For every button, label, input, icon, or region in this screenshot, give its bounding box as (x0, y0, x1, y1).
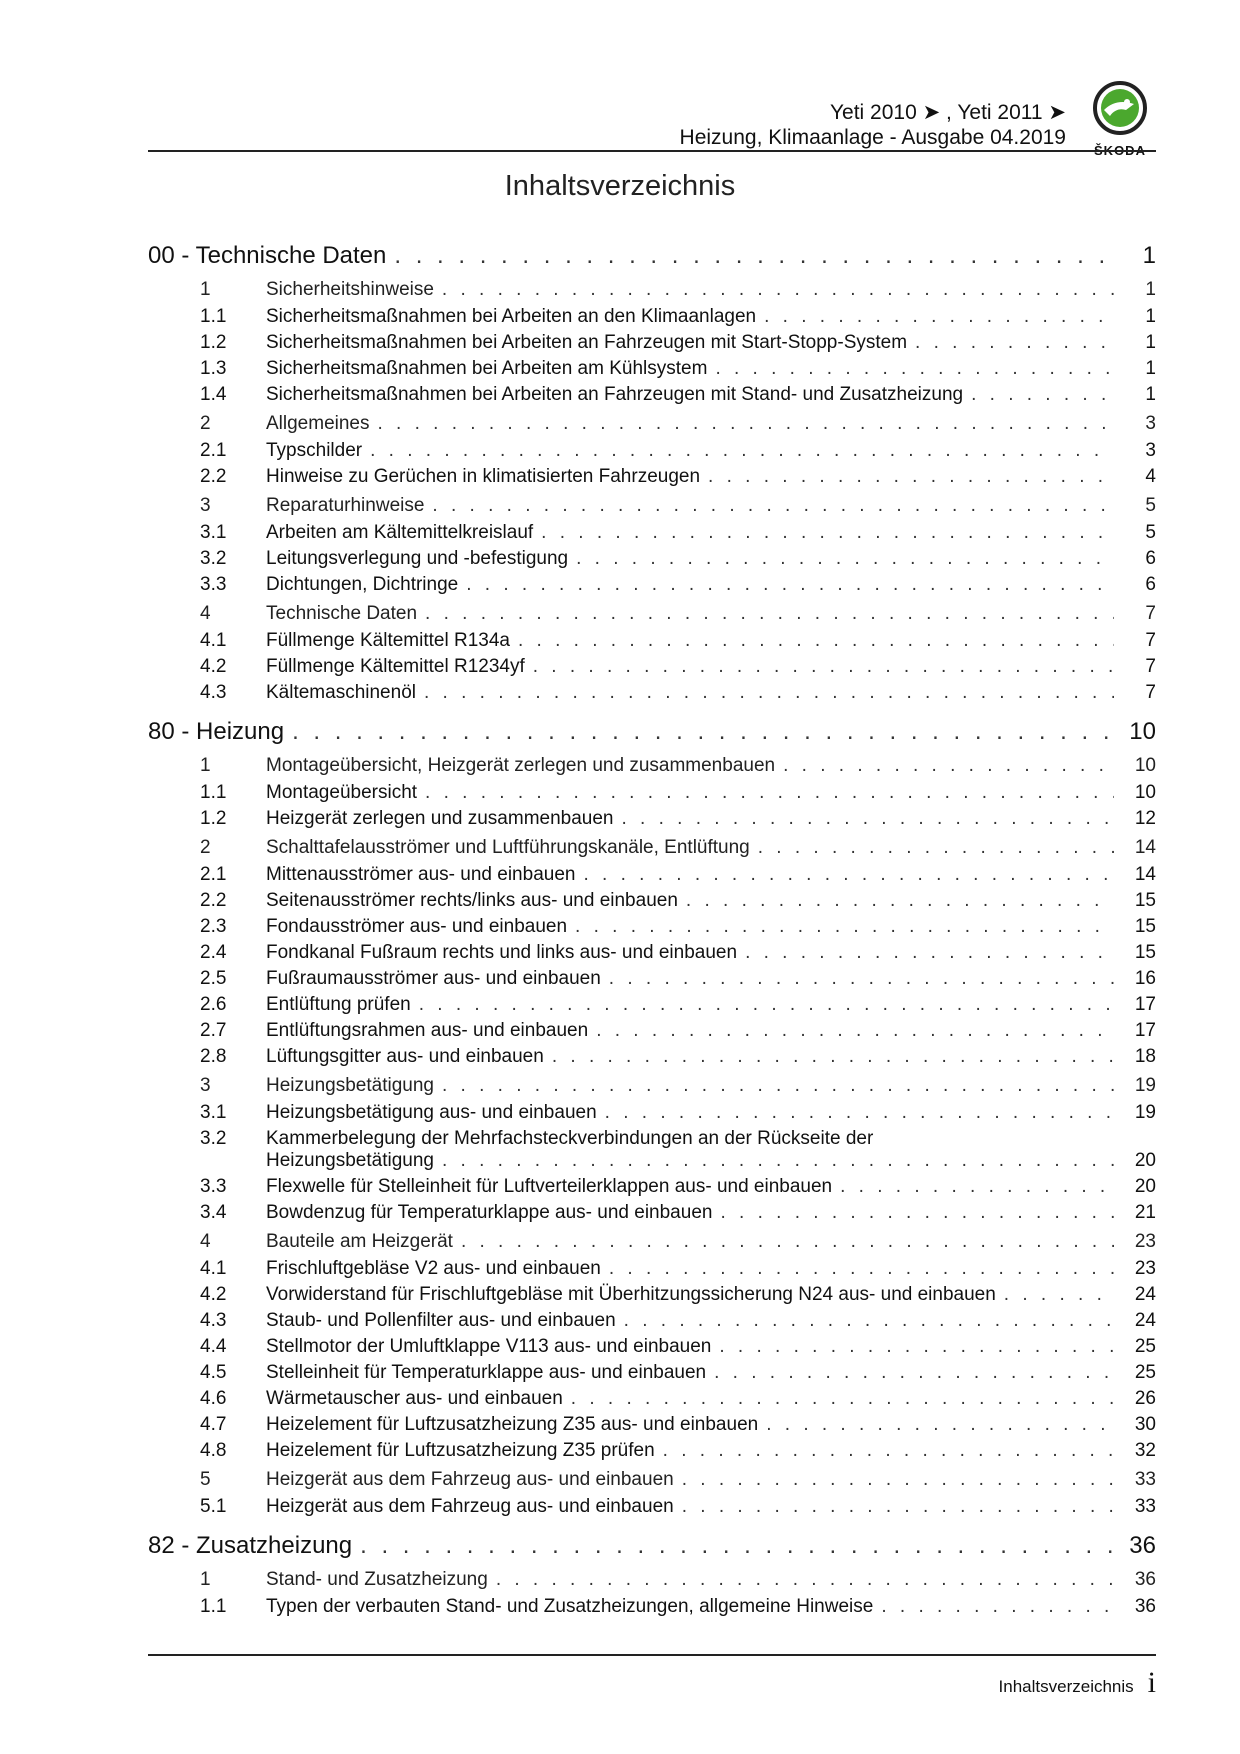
toc-entry-title: Heizgerät aus dem Fahrzeug aus- und einbauen (266, 1496, 674, 1517)
dot-leader (745, 942, 1114, 964)
toc-entry[interactable] (148, 782, 1156, 808)
toc-page-number: 14 (1134, 864, 1156, 885)
toc-number: 2.4 (200, 942, 227, 963)
toc-entry[interactable] (148, 1496, 1156, 1522)
toc-entry-title: Sicherheitsmaßnahmen bei Arbeiten an den Klimaanlagen (266, 306, 757, 327)
dot-leader (432, 495, 1114, 517)
toc-page-number: 20 (1134, 1150, 1156, 1171)
toc-number: 4 (200, 603, 211, 624)
toc-entry-title: Wärmetauscher aus- und einbauen (266, 1388, 563, 1409)
toc-number: 4.6 (200, 1388, 227, 1409)
toc-number: 2.3 (200, 916, 227, 937)
toc-page-number: 1 (1145, 332, 1156, 353)
toc-entry-title: Kammerbelegung der Mehrfachsteckverbindungen an der Rückseite der (266, 1128, 874, 1149)
toc-number: 3.4 (200, 1202, 227, 1223)
dot-leader (518, 630, 1114, 652)
toc-page-number: 3 (1145, 413, 1156, 434)
toc-entry[interactable] (148, 890, 1156, 916)
dot-leader (881, 1596, 1114, 1618)
toc-entry[interactable] (148, 1310, 1156, 1336)
dot-leader (370, 440, 1114, 462)
toc-entry-title: Sicherheitsmaßnahmen bei Arbeiten an Fahrzeugen mit Start-Stopp-System (266, 332, 908, 353)
toc-page-number: 5 (1145, 522, 1156, 543)
toc-entry-title: Mittenausströmer aus- und einbauen (266, 864, 576, 885)
toc-page-number: 24 (1134, 1284, 1156, 1305)
dot-leader (609, 968, 1114, 990)
toc-entry[interactable] (148, 1128, 1156, 1150)
header-edition-line: Heizung, Klimaanlage - Ausgabe 04.2019 (679, 126, 1066, 149)
toc-entry-title: Füllmenge Kältemittel R1234yf (266, 656, 525, 677)
dot-leader (682, 1496, 1114, 1518)
toc-entry[interactable] (148, 384, 1156, 410)
toc-number: 2.7 (200, 1020, 227, 1041)
toc-entry[interactable] (148, 942, 1156, 968)
toc-entry-title: Stellmotor der Umluftklappe V113 aus- und einbauen (266, 1336, 712, 1357)
toc-page-number: 10 (1134, 755, 1156, 776)
toc-entry-title: Fondausströmer aus- und einbauen (266, 916, 568, 937)
toc-section-title: Heizgerät aus dem Fahrzeug aus- und einbauen (266, 1469, 674, 1490)
toc-entry-title: Montageübersicht (266, 782, 418, 803)
toc-entry-title: Seitenausströmer rechts/links aus- und einbauen (266, 890, 678, 911)
dot-leader (378, 413, 1115, 435)
toc-entry-title: Hinweise zu Gerüchen in klimatisierten Fahrzeugen (266, 466, 701, 487)
toc-number: 3.3 (200, 574, 227, 595)
toc-chapter[interactable] (148, 1532, 1156, 1566)
toc-entry[interactable] (148, 306, 1156, 332)
toc-entry-title: Leitungsverlegung und -befestigung (266, 548, 569, 569)
toc-entry[interactable] (148, 916, 1156, 942)
toc-page-number: 10 (1129, 718, 1156, 745)
dot-leader (442, 1150, 1114, 1172)
dot-leader (575, 916, 1114, 938)
toc-section-title: Reparaturhinweise (266, 495, 425, 516)
toc-chapter[interactable] (148, 242, 1156, 276)
toc-number: 1 (200, 1569, 211, 1590)
dot-leader (442, 279, 1114, 301)
toc-entry[interactable] (148, 1202, 1156, 1228)
toc-page-number: 33 (1134, 1496, 1156, 1517)
toc-number: 4 (200, 1231, 211, 1252)
dot-leader (783, 755, 1114, 777)
toc-number: 4.8 (200, 1440, 227, 1461)
dot-leader (708, 466, 1114, 488)
toc-page-number: 23 (1134, 1231, 1156, 1252)
dot-leader (971, 384, 1114, 406)
toc-entry-title: Bowdenzug für Temperaturklappe aus- und einbauen (266, 1202, 713, 1223)
dot-leader (571, 1388, 1114, 1410)
toc-entry-title: Heizelement für Luftzusatzheizung Z35 prüfen (266, 1440, 655, 1461)
toc-section-title: Bauteile am Heizgerät (266, 1231, 453, 1252)
toc-entry[interactable] (148, 682, 1156, 708)
toc-entry[interactable] (148, 1440, 1156, 1466)
toc-section-title: Montageübersicht, Heizgerät zerlegen und zusammenbauen (266, 755, 776, 776)
toc-page-number: 3 (1145, 440, 1156, 461)
toc-entry[interactable] (148, 864, 1156, 890)
toc-number: 3.2 (200, 548, 227, 569)
toc-number: 4.3 (200, 1310, 227, 1331)
toc-page-number: 26 (1134, 1388, 1156, 1409)
toc-number: 2.5 (200, 968, 227, 989)
header-divider (148, 150, 1156, 152)
toc-entry[interactable] (148, 574, 1156, 600)
toc-page-number: 15 (1134, 916, 1156, 937)
toc-number: 5 (200, 1469, 211, 1490)
toc-page-number: 1 (1145, 306, 1156, 327)
dot-leader (466, 574, 1114, 596)
dot-leader (496, 1569, 1114, 1591)
toc-page-number: 6 (1145, 574, 1156, 595)
toc-section[interactable] (148, 1469, 1156, 1496)
toc-entry-title-continued: Heizungsbetätigung (266, 1150, 434, 1171)
toc-number: 1 (200, 279, 211, 300)
toc-number: 2.1 (200, 440, 227, 461)
dot-leader (533, 656, 1114, 678)
toc-page-number: 18 (1134, 1046, 1156, 1067)
toc-page-number: 32 (1134, 1440, 1156, 1461)
toc-entry-title: Kältemaschinenöl (266, 682, 416, 703)
toc-number: 1.2 (200, 808, 227, 829)
toc-section[interactable] (148, 495, 1156, 522)
toc-entry[interactable] (148, 1258, 1156, 1284)
dot-leader (915, 332, 1114, 354)
dot-leader (442, 1075, 1114, 1097)
toc-page-number: 1 (1142, 242, 1156, 269)
toc-page-number: 5 (1145, 495, 1156, 516)
dot-leader (663, 1440, 1114, 1462)
table-of-contents (148, 242, 1156, 1622)
toc-page-number: 25 (1134, 1362, 1156, 1383)
toc-number: 2 (200, 413, 211, 434)
dot-leader (622, 808, 1115, 830)
dot-leader (682, 1469, 1114, 1491)
toc-entry[interactable] (148, 1102, 1156, 1128)
toc-entry[interactable] (148, 994, 1156, 1020)
brand-name: ŠKODA (1094, 143, 1146, 158)
toc-page-number: 19 (1134, 1102, 1156, 1123)
toc-number: 3 (200, 1075, 211, 1096)
toc-entry-title: Entlüftung prüfen (266, 994, 411, 1015)
toc-number: 2.2 (200, 890, 227, 911)
toc-section-title: Technische Daten (266, 603, 418, 624)
toc-entry[interactable] (148, 1414, 1156, 1440)
toc-number: 1 (200, 755, 211, 776)
toc-page-number: 15 (1134, 942, 1156, 963)
dot-leader (609, 1258, 1114, 1280)
toc-number: 4.3 (200, 682, 227, 703)
toc-page-number: 25 (1134, 1336, 1156, 1357)
toc-entry-title: Fondkanal Fußraum rechts und links aus- und einbauen (266, 942, 738, 963)
toc-entry-title: Frischluftgebläse V2 aus- und einbauen (266, 1258, 601, 1279)
toc-entry-title: Sicherheitsmaßnahmen bei Arbeiten am Kühlsystem (266, 358, 708, 379)
toc-section[interactable] (148, 755, 1156, 782)
toc-number: 1.1 (200, 782, 227, 803)
toc-entry[interactable] (148, 358, 1156, 384)
toc-page-number: 20 (1134, 1176, 1156, 1197)
dot-leader (714, 1362, 1114, 1384)
toc-page-number: 15 (1134, 890, 1156, 911)
toc-number: 2.6 (200, 994, 227, 1015)
toc-page-number: 17 (1134, 1020, 1156, 1041)
toc-entry-title: Arbeiten am Kältemittelkreislauf (266, 522, 534, 543)
toc-entry-title: Typschilder (266, 440, 363, 461)
toc-entry[interactable] (148, 1284, 1156, 1310)
toc-section-title: Sicherheitshinweise (266, 279, 434, 300)
toc-entry[interactable] (148, 630, 1156, 656)
toc-number: 3.3 (200, 1176, 227, 1197)
toc-number: 2.1 (200, 864, 227, 885)
dot-leader (840, 1176, 1114, 1198)
toc-section[interactable] (148, 1569, 1156, 1596)
dot-leader (360, 1532, 1114, 1560)
toc-entry[interactable] (148, 1020, 1156, 1046)
dot-leader (758, 837, 1114, 859)
dot-leader (394, 242, 1114, 270)
toc-entry[interactable] (148, 1362, 1156, 1388)
toc-page-number: 36 (1134, 1596, 1156, 1617)
dot-leader (720, 1202, 1114, 1224)
toc-entry[interactable] (148, 332, 1156, 358)
toc-page-number: 24 (1134, 1310, 1156, 1331)
toc-number: 4.4 (200, 1336, 227, 1357)
header-text (680, 100, 1066, 150)
toc-entry[interactable] (148, 1596, 1156, 1622)
toc-page-number: 14 (1134, 837, 1156, 858)
toc-entry-title: Sicherheitsmaßnahmen bei Arbeiten an Fahrzeugen mit Stand- und Zusatzheizung (266, 384, 964, 405)
toc-entry-title: Fußraumausströmer aus- und einbauen (266, 968, 601, 989)
toc-section-title: Allgemeines (266, 413, 370, 434)
toc-section-title: Heizungsbetätigung (266, 1075, 434, 1096)
toc-number: 2.8 (200, 1046, 227, 1067)
toc-page-number: 4 (1145, 466, 1156, 487)
toc-entry[interactable] (148, 466, 1156, 492)
toc-number: 4.7 (200, 1414, 227, 1435)
toc-number: 1.1 (200, 306, 227, 327)
toc-entry[interactable] (148, 1388, 1156, 1414)
toc-section[interactable] (148, 279, 1156, 306)
toc-entry[interactable] (148, 656, 1156, 682)
skoda-logo (1084, 80, 1156, 158)
toc-page-number: 7 (1145, 656, 1156, 677)
dot-leader (583, 864, 1114, 886)
toc-number: 4.1 (200, 630, 227, 651)
toc-number: 2 (200, 837, 211, 858)
dot-leader (576, 548, 1114, 570)
toc-page-number: 12 (1134, 808, 1156, 829)
dot-leader (552, 1046, 1114, 1068)
toc-entry[interactable] (148, 808, 1156, 834)
toc-entry-title: Lüftungsgitter aus- und einbauen (266, 1046, 544, 1067)
toc-entry[interactable] (148, 1176, 1156, 1202)
toc-number: 4.5 (200, 1362, 227, 1383)
toc-page-number: 19 (1134, 1075, 1156, 1096)
dot-leader (719, 1336, 1114, 1358)
toc-page-number: 30 (1134, 1414, 1156, 1435)
toc-entry-title: Entlüftungsrahmen aus- und einbauen (266, 1020, 589, 1041)
toc-page-number: 1 (1145, 279, 1156, 300)
toc-number: 4.1 (200, 1258, 227, 1279)
toc-number: 4.2 (200, 656, 227, 677)
toc-entry-title: Stelleinheit für Temperaturklappe aus- und einbauen (266, 1362, 707, 1383)
toc-entry-title: Heizgerät zerlegen und zusammenbauen (266, 808, 614, 829)
dot-leader (424, 682, 1114, 704)
footer-divider (148, 1654, 1156, 1656)
toc-section-title: Schalttafelausströmer und Luftführungskanäle, Entlüftung (266, 837, 750, 858)
toc-page-number: 17 (1134, 994, 1156, 1015)
dot-leader (292, 718, 1114, 746)
toc-number: 1.4 (200, 384, 227, 405)
toc-number: 1.3 (200, 358, 227, 379)
toc-page-number: 10 (1134, 782, 1156, 803)
toc-page-number: 1 (1145, 384, 1156, 405)
page-title: Inhaltsverzeichnis (504, 170, 736, 202)
toc-number: 5.1 (200, 1496, 227, 1517)
toc-entry-title: Vorwiderstand für Frischluftgebläse mit Überhitzungssicherung N24 aus- und einbauen (266, 1284, 996, 1305)
toc-entry-title: Typen der verbauten Stand- und Zusatzheizungen, allgemeine Hinweise (266, 1596, 874, 1617)
toc-number: 3.1 (200, 1102, 227, 1123)
toc-entry[interactable] (148, 968, 1156, 994)
dot-leader (541, 522, 1114, 544)
toc-chapter[interactable] (148, 718, 1156, 752)
toc-section[interactable] (148, 837, 1156, 864)
dot-leader (766, 1414, 1114, 1436)
toc-page-number: 7 (1145, 603, 1156, 624)
dot-leader (419, 994, 1114, 1016)
toc-section[interactable] (148, 1231, 1156, 1258)
footer-page-number: i (1147, 1666, 1156, 1699)
toc-page-number: 16 (1134, 968, 1156, 989)
toc-page-number: 23 (1134, 1258, 1156, 1279)
dot-leader (461, 1231, 1114, 1253)
toc-entry[interactable] (148, 440, 1156, 466)
toc-number: 3.2 (200, 1128, 227, 1149)
toc-page-number: 36 (1129, 1532, 1156, 1559)
dot-leader (686, 890, 1114, 912)
toc-page-number: 6 (1145, 548, 1156, 569)
toc-entry-continuation[interactable] (148, 1150, 1156, 1176)
toc-page-number: 36 (1134, 1569, 1156, 1590)
toc-entry-title: Dichtungen, Dichtringe (266, 574, 459, 595)
dot-leader (764, 306, 1114, 328)
toc-number: 2.2 (200, 466, 227, 487)
page-footer (999, 1666, 1156, 1700)
toc-entry[interactable] (148, 548, 1156, 574)
toc-page-number: 33 (1134, 1469, 1156, 1490)
toc-entry[interactable] (148, 1046, 1156, 1072)
toc-entry-title: Heizelement für Luftzusatzheizung Z35 aus- und einbauen (266, 1414, 759, 1435)
toc-page-number: 7 (1145, 630, 1156, 651)
toc-number: 3.1 (200, 522, 227, 543)
toc-entry-title: Heizungsbetätigung aus- und einbauen (266, 1102, 597, 1123)
footer-label: Inhaltsverzeichnis (998, 1677, 1134, 1696)
toc-entry-title: Füllmenge Kältemittel R134a (266, 630, 510, 651)
toc-section[interactable] (148, 1075, 1156, 1102)
dot-leader (715, 358, 1114, 380)
toc-section[interactable] (148, 413, 1156, 440)
toc-section[interactable] (148, 603, 1156, 630)
toc-entry-title: Flexwelle für Stelleinheit für Luftverteilerklappen aus- und einbauen (266, 1176, 833, 1197)
toc-page-number: 1 (1145, 358, 1156, 379)
toc-chapter-title: 82 - Zusatzheizung (148, 1532, 353, 1559)
toc-number: 3 (200, 495, 211, 516)
toc-number: 1.1 (200, 1596, 227, 1617)
dot-leader (425, 603, 1114, 625)
toc-entry-title: Staub- und Pollenfilter aus- und einbauen (266, 1310, 616, 1331)
toc-page-number: 21 (1134, 1202, 1156, 1223)
header-model-line: Yeti 2010 ➤ , Yeti 2011 ➤ (829, 101, 1066, 124)
toc-entry[interactable] (148, 522, 1156, 548)
toc-number: 4.2 (200, 1284, 227, 1305)
dot-leader (605, 1102, 1114, 1124)
dot-leader (1004, 1284, 1114, 1306)
dot-leader (624, 1310, 1114, 1332)
toc-section-title: Stand- und Zusatzheizung (266, 1569, 488, 1590)
skoda-logo-icon (1092, 80, 1148, 136)
dot-leader (425, 782, 1114, 804)
dot-leader (596, 1020, 1114, 1042)
toc-number: 1.2 (200, 332, 227, 353)
toc-entry[interactable] (148, 1336, 1156, 1362)
toc-page-number: 7 (1145, 682, 1156, 703)
toc-chapter-title: 80 - Heizung (148, 718, 285, 745)
toc-chapter-title: 00 - Technische Daten (148, 242, 387, 269)
